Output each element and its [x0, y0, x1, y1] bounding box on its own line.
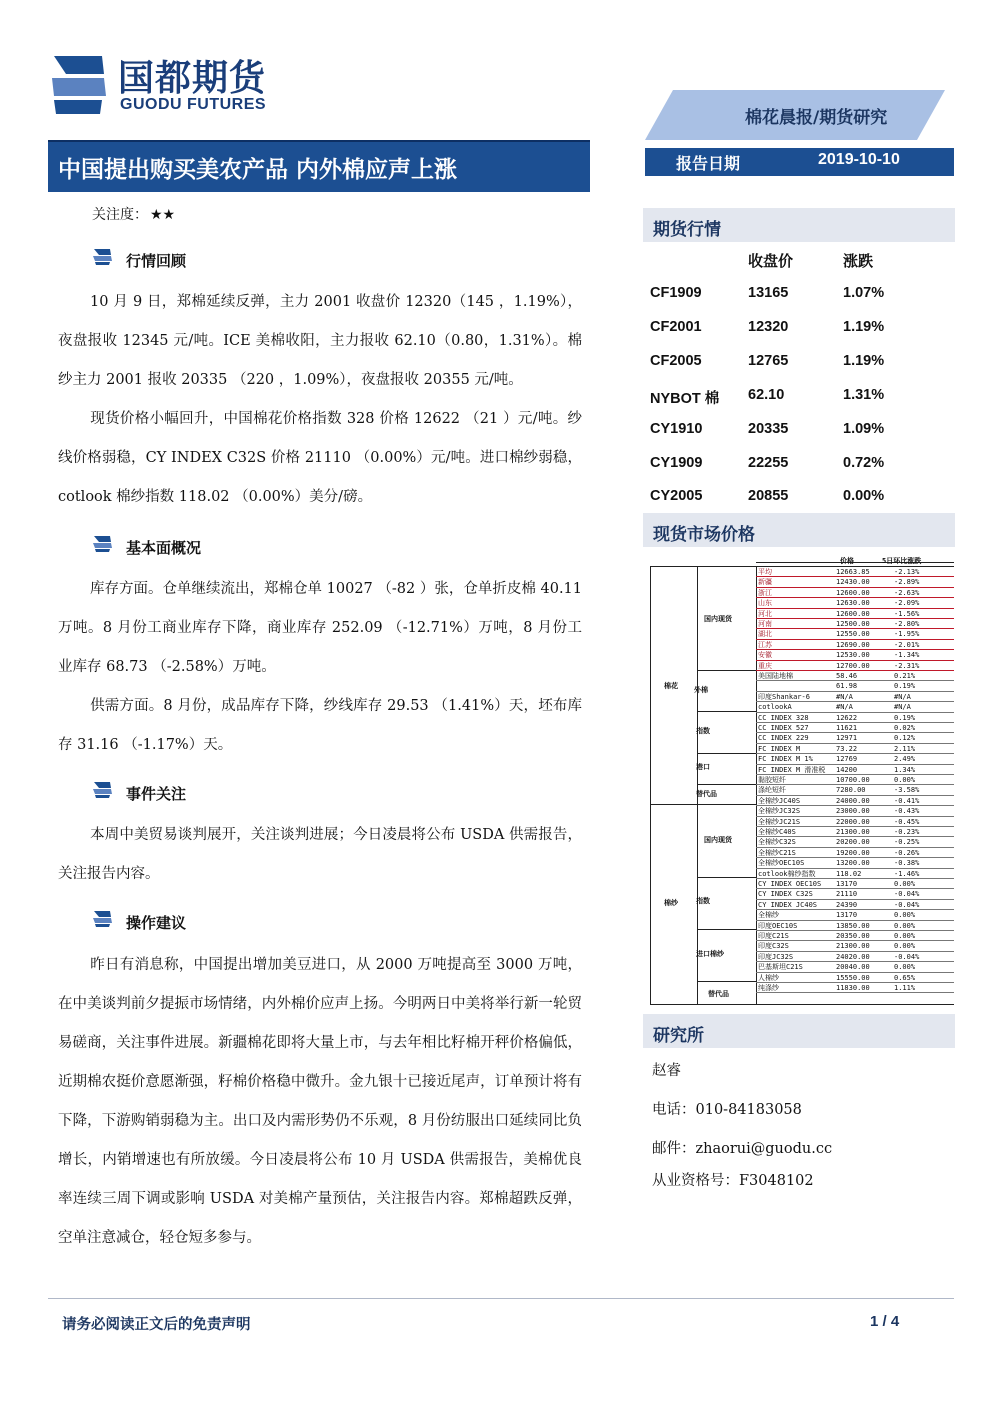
spot-item-change: -2.63%	[894, 588, 920, 597]
logo-mark-icon	[48, 50, 110, 116]
spot-item-name: FC INDEX M 1%	[758, 755, 813, 764]
spot-table-row	[756, 609, 954, 619]
spot-table-row	[756, 723, 954, 733]
spot-item-name: 全棉纱JC40S	[758, 796, 801, 805]
spot-table-row	[756, 692, 954, 702]
spot-table-row	[756, 879, 954, 889]
spot-table-row	[756, 629, 954, 639]
futures-change: 1.07%	[843, 285, 885, 301]
spot-item-price: 13170	[836, 911, 858, 920]
spot-item-change: 0.12%	[894, 734, 916, 743]
spot-item-name: 印度OEC10S	[758, 921, 798, 930]
spot-item-price: 24020.00	[836, 952, 870, 961]
spot-item-price: 12430.00	[836, 578, 870, 587]
spot-table-header	[756, 556, 954, 566]
spot-item-change: -3.58%	[894, 786, 920, 795]
spot-item-change: 2.49%	[894, 755, 916, 764]
attention-stars: ★★	[150, 207, 176, 223]
spot-item-price: 73.22	[836, 744, 858, 753]
spot-item-price: 12630.00	[836, 599, 870, 608]
spot-item-price: 24000.00	[836, 796, 870, 805]
spot-item-name: 纯涤纱	[758, 984, 779, 992]
spot-panel-heading: 现货市场价格	[643, 513, 955, 547]
spot-item-price: #N/A	[836, 692, 853, 701]
spot-item-change: 0.19%	[894, 682, 916, 691]
company-logo	[48, 48, 298, 128]
spot-item-price: 12769	[836, 755, 858, 764]
spot-item-change: -0.04%	[894, 890, 920, 899]
spot-item-price: 12690.00	[836, 640, 870, 649]
spot-item-change: 0.02%	[894, 724, 916, 732]
spot-item-price: 11830.00	[836, 984, 870, 992]
spot-table-row	[756, 962, 954, 972]
spot-item-change: -0.25%	[894, 838, 920, 847]
events-paragraph: 本周中美贸易谈判展开，关注谈判进展；今日凌晨将公布 USDA 供需报告，关注报告内容。	[58, 827, 582, 882]
spot-table-row	[756, 619, 954, 629]
futures-contract: CY1909	[650, 455, 703, 471]
spot-item-change: -1.95%	[894, 630, 920, 639]
spot-group-domestic: 国内现货	[704, 615, 732, 623]
spot-item-name: CC INDEX 527	[758, 724, 809, 732]
futures-change: 1.19%	[843, 353, 885, 369]
attention-level	[92, 204, 175, 224]
spot-table-row	[756, 941, 954, 951]
spot-table-row	[756, 650, 954, 660]
spot-item-price: 10700.00	[836, 776, 870, 784]
spot-item-change: -2.13%	[894, 568, 920, 576]
page-number: 1 / 4	[870, 1313, 900, 1330]
futures-change: 1.19%	[843, 319, 885, 335]
spot-item-change: 0.00%	[894, 880, 916, 888]
futures-change: 0.00%	[843, 488, 885, 504]
futures-contract: CY1910	[650, 421, 703, 437]
spot-item-price: 20200.00	[836, 838, 870, 847]
spot-item-name: 印度C21S	[758, 932, 789, 940]
logo-english-name: GUODU FUTURES	[120, 96, 267, 113]
spot-item-name: CC INDEX 328	[758, 713, 809, 722]
spot-item-price: 21300.00	[836, 828, 870, 836]
spot-item-price: 12971	[836, 734, 858, 743]
spot-item-name: 全棉纱JC32S	[758, 807, 801, 816]
futures-col-change: 涨跌	[843, 252, 874, 270]
spot-item-change: 0.00%	[894, 776, 916, 784]
spot-item-price: 13200.00	[836, 859, 870, 868]
spot-item-change: -2.31%	[894, 661, 920, 670]
spot-item-change: -2.89%	[894, 578, 920, 587]
spot-item-name: 全棉纱JC21S	[758, 817, 801, 826]
spot-item-price: 20040.00	[836, 963, 870, 972]
spot-item-price: 22000.00	[836, 817, 870, 826]
spot-item-name: 河北	[758, 609, 772, 618]
disclaimer-note[interactable]: 请务必阅读正文后的免责声明	[62, 1316, 251, 1333]
spot-col-change: 5日环比涨跌	[882, 557, 922, 565]
futures-close: 22255	[748, 455, 789, 471]
spot-table-row	[756, 983, 954, 993]
suggestions-paragraph: 昨日有消息称，中国提出增加美豆进口，从 2000 万吨提高至 3000 万吨，在中美谈判前夕提振市场情绪，内外棉价应声上扬。今明两日中美将举行新一轮贸易磋商，关注事件进展。新疆棉花即将大量上市，与去年相比籽棉开秤价格偏低，近期棉农挺价意愿渐强，籽棉价格稳中微升。金九银十已接近尾声，订单预计将有下降，下游购销弱稳为主。出口及内需形势仍不乐观，8 月份纺服出口延续同比负增长，内销增速也有所放缓。今日凌晨将公布 10 月 USDA 供需报告，美棉优良率连续三周下调或影响 USDA 对美棉产量预估，关注报告内容。郑棉超跌反弹，空单注意减仓，轻仓短多参与。	[58, 957, 582, 1246]
spot-col-price: 价格	[840, 557, 854, 565]
futures-col-close: 收盘价	[748, 252, 794, 270]
spot-table-row	[756, 785, 954, 795]
spot-table-row	[756, 702, 954, 712]
spot-table-row	[756, 598, 954, 608]
section-bullet-icon	[92, 781, 114, 799]
spot-item-price: 24390	[836, 900, 858, 909]
spot-item-name: 全棉纱OEC10S	[758, 859, 805, 868]
spot-item-name: 江苏	[758, 640, 772, 649]
spot-item-change: -1.34%	[894, 651, 920, 660]
spot-group-index: 指数	[696, 727, 710, 735]
futures-contract: NYBOT 棉	[650, 391, 720, 407]
spot-item-price: 21110	[836, 890, 858, 899]
spot-item-name: 美国陆地棉	[758, 672, 793, 680]
section-title: 事件关注	[126, 785, 187, 803]
spot-item-name: cotlookA	[758, 703, 792, 712]
report-title: 中国提出购买美农产品 内外棉应声上涨	[58, 156, 458, 183]
futures-change: 0.72%	[843, 455, 885, 471]
spot-item-name: 全棉纱	[758, 911, 779, 920]
spot-item-change: -0.41%	[894, 796, 920, 805]
spot-item-price: 12530.00	[836, 651, 870, 660]
spot-table-row	[756, 661, 954, 671]
spot-item-change: -0.23%	[894, 828, 920, 836]
spot-item-change: #N/A	[894, 692, 911, 701]
spot-item-price: 12500.00	[836, 620, 870, 628]
spot-table-row	[756, 869, 954, 879]
spot-item-change: -2.01%	[894, 640, 920, 649]
spot-table-row	[756, 931, 954, 941]
spot-item-price: 20350.00	[836, 932, 870, 940]
research-panel-heading: 研究所	[643, 1014, 955, 1048]
spot-table-row	[756, 640, 954, 650]
spot-table-row	[756, 952, 954, 962]
spot-table-row	[756, 827, 954, 837]
futures-contract: CY2005	[650, 488, 703, 504]
spot-item-change: 0.21%	[894, 672, 916, 680]
spot-table-row	[756, 588, 954, 598]
market-review-paragraph-2: 现货价格小幅回升，中国棉花价格指数 328 价格 12622 （21 ）元/吨。纱线价格弱稳，CY INDEX C32S 价格 21110 （0.00%）元/吨。进口棉纱弱稳，cotlook 棉纱指数 118.02 （0.00%）美分/磅。	[58, 411, 582, 505]
spot-category-yarn: 棉纱	[664, 899, 678, 907]
spot-table-row	[756, 733, 954, 743]
spot-item-price: 12700.00	[836, 661, 870, 670]
spot-table-row	[756, 921, 954, 931]
spot-table-row	[756, 817, 954, 827]
spot-table-row	[756, 775, 954, 785]
spot-group-yarn-index: 指数	[696, 897, 710, 905]
report-date-label: 报告日期	[676, 154, 741, 173]
spot-table-row	[756, 973, 954, 983]
spot-group-yarn-substitute: 替代品	[708, 990, 729, 998]
spot-item-change: #N/A	[894, 703, 911, 712]
spot-item-name: 安徽	[758, 651, 772, 660]
spot-item-name: CY INDEX C32S	[758, 890, 813, 899]
spot-price-table	[650, 556, 955, 1005]
spot-item-name: 巴基斯坦C21S	[758, 963, 803, 972]
futures-close: 20855	[748, 488, 789, 504]
spot-item-price: 12600.00	[836, 588, 870, 597]
spot-table-row	[756, 910, 954, 920]
spot-table-row	[756, 796, 954, 806]
spot-item-change: 2.11%	[894, 744, 916, 753]
futures-contract: CF2001	[650, 319, 702, 335]
spot-item-name: CY INDEX JC40S	[758, 900, 818, 909]
spot-table-row	[756, 848, 954, 858]
spot-table-row	[756, 858, 954, 868]
report-date-value: 2019-10-10	[818, 151, 900, 168]
spot-item-change: -0.38%	[894, 859, 920, 868]
spot-item-change: 1.34%	[894, 765, 916, 774]
spot-item-price: 21300.00	[836, 942, 870, 951]
spot-item-name: 浙江	[758, 588, 772, 597]
spot-item-name: 涤纶短纤	[758, 786, 786, 795]
spot-table-row	[756, 806, 954, 816]
spot-table-row	[756, 837, 954, 847]
spot-item-change: 0.19%	[894, 713, 916, 722]
spot-table-row	[756, 671, 954, 681]
spot-item-name: 黏胶短纤	[758, 776, 786, 784]
spot-item-change: 0.00%	[894, 921, 916, 930]
spot-item-name: FC INDEX M 滑准税	[758, 765, 826, 774]
spot-table-row	[756, 567, 954, 577]
section-title: 操作建议	[126, 914, 187, 932]
spot-item-change: 0.00%	[894, 911, 916, 920]
spot-item-change: -0.04%	[894, 900, 920, 909]
analyst-name: 赵睿	[652, 1063, 681, 1079]
spot-item-name: FC INDEX M	[758, 744, 801, 753]
spot-item-name: CC INDEX 229	[758, 734, 809, 743]
spot-item-price: 14200	[836, 765, 858, 774]
spot-item-change: -0.04%	[894, 952, 920, 961]
spot-table-row	[756, 744, 954, 754]
spot-table-row	[756, 577, 954, 587]
spot-group-yarn-domestic: 国内现货	[704, 836, 732, 844]
fundamentals-paragraph-1: 库存方面。仓单继续流出，郑棉仓单 10027 （-82 ）张，仓单折皮棉 40.11 万吨。8 月份工商业库存下降，商业库存 252.09 （-12.71%）万吨，8 月份工业库存 68.73 （-2.58%）万吨。	[58, 581, 582, 675]
section-title: 行情回顾	[126, 252, 187, 270]
spot-item-change: 0.00%	[894, 932, 916, 940]
logo-chinese-name: 国都期货	[118, 58, 267, 99]
spot-item-name: 平均	[758, 568, 772, 576]
spot-item-name: 重庆	[758, 661, 772, 670]
spot-group-yarn-import: 进口棉纱	[696, 950, 724, 958]
spot-item-price: 13850.00	[836, 921, 870, 930]
spot-item-change: 0.65%	[894, 973, 916, 982]
spot-item-price: 19200.00	[836, 848, 870, 857]
section-bullet-icon	[92, 535, 114, 553]
spot-item-change: -1.46%	[894, 869, 920, 878]
spot-item-name: 全棉纱C40S	[758, 828, 796, 836]
futures-change: 1.31%	[843, 387, 885, 403]
spot-item-price: 12663.85	[836, 568, 870, 576]
spot-item-name: 全棉纱C32S	[758, 838, 796, 847]
spot-item-price: 12600.00	[836, 609, 870, 618]
spot-item-price: 118.02	[836, 869, 862, 878]
analyst-license: 从业资格号：F3048102	[652, 1173, 814, 1189]
spot-item-price: 7280.00	[836, 786, 866, 795]
section-bullet-icon	[92, 910, 114, 928]
spot-table-row	[756, 754, 954, 764]
spot-item-price: 23000.00	[836, 807, 870, 816]
spot-item-price: 13170	[836, 880, 858, 888]
spot-item-change: -0.26%	[894, 848, 920, 857]
spot-group-foreign: 外棉	[694, 686, 708, 694]
spot-category-cotton: 棉花	[664, 682, 678, 690]
spot-group-substitute: 替代品	[696, 790, 717, 798]
market-review-paragraph-1: 10 月 9 日，郑棉延续反弹，主力 2001 收盘价 12320（145 ，1.19%），夜盘报收 12345 元/吨。ICE 美棉收阳，主力报收 62.10（0.80，1.31%）。棉纱主力 2001 报收 20335 （220 ，1.09%），夜盘报收 20355 元/吨。	[58, 294, 582, 388]
spot-item-name: 印度JC32S	[758, 952, 794, 961]
spot-item-name: 人棉纱	[758, 973, 779, 982]
spot-item-change: -1.56%	[894, 609, 920, 618]
spot-item-name: 印度Shankar-6	[758, 692, 810, 701]
analyst-phone: 电话：010-84183058	[652, 1102, 802, 1118]
spot-item-change: -2.80%	[894, 620, 920, 628]
attention-label: 关注度：	[92, 207, 148, 223]
futures-close: 20335	[748, 421, 789, 437]
futures-close: 13165	[748, 285, 789, 301]
spot-item-name: 印度C32S	[758, 942, 789, 951]
spot-item-price: 12550.00	[836, 630, 870, 639]
spot-item-change: 0.00%	[894, 963, 916, 972]
spot-table-row	[756, 765, 954, 775]
futures-close: 62.10	[748, 387, 785, 403]
fundamentals-paragraph-2: 供需方面。8 月份，成品库存下降，纱线库存 29.53 （1.41%）天，坯布库存 31.16 （-1.17%）天。	[58, 698, 582, 753]
spot-group-port: 港口	[696, 763, 710, 771]
spot-table-row	[756, 900, 954, 910]
spot-item-price: #N/A	[836, 703, 853, 712]
spot-table-row	[756, 681, 954, 691]
spot-item-name: 全棉纱C21S	[758, 848, 796, 857]
spot-item-price: 58.46	[836, 672, 858, 680]
section-bullet-icon	[92, 248, 114, 266]
futures-contract: CF2005	[650, 353, 702, 369]
spot-item-name: 新疆	[758, 578, 772, 587]
spot-item-name: 湖北	[758, 630, 772, 639]
spot-item-change: -0.43%	[894, 807, 920, 816]
futures-close: 12765	[748, 353, 789, 369]
spot-item-price: 12622	[836, 713, 858, 722]
futures-change: 1.09%	[843, 421, 885, 437]
spot-item-name: 河南	[758, 620, 772, 628]
spot-item-change: -2.09%	[894, 599, 920, 608]
spot-item-name: cotlook棉纱指数	[758, 869, 816, 878]
spot-item-price: 61.98	[836, 682, 858, 691]
spot-table-row	[756, 713, 954, 723]
spot-item-price: 11621	[836, 724, 858, 732]
spot-item-name: 山东	[758, 599, 772, 608]
spot-item-change: 0.00%	[894, 942, 916, 951]
futures-close: 12320	[748, 319, 789, 335]
spot-item-price: 15550.00	[836, 973, 870, 982]
spot-item-change: -0.45%	[894, 817, 920, 826]
spot-item-change: 1.11%	[894, 984, 916, 992]
spot-table-row	[756, 889, 954, 899]
spot-item-name: CY INDEX OEC10S	[758, 880, 822, 888]
futures-contract: CF1909	[650, 285, 702, 301]
report-category: 棉花晨报/期货研究	[745, 108, 888, 128]
analyst-email[interactable]: 邮件：zhaorui@guodu.cc	[652, 1141, 833, 1157]
futures-panel-heading: 期货行情	[643, 208, 955, 242]
section-title: 基本面概况	[126, 539, 202, 557]
footer-divider	[48, 1298, 954, 1299]
